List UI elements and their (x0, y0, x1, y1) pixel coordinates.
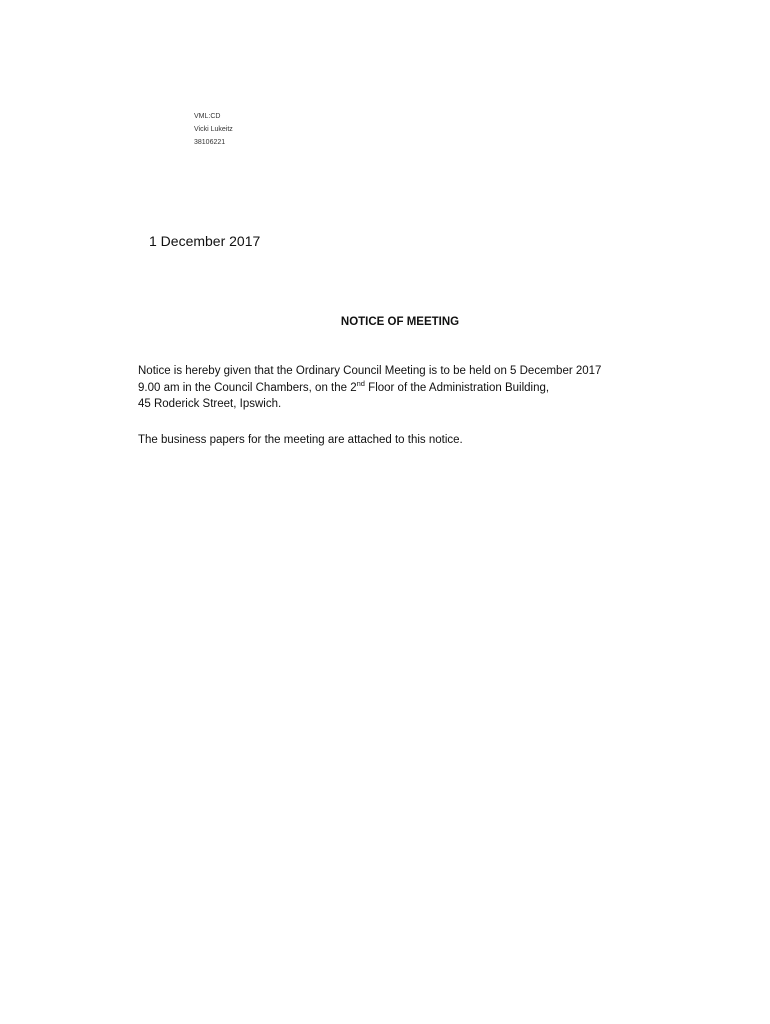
letter-date: 1 December 2017 (149, 233, 261, 249)
reference-phone: 38106221 (194, 139, 226, 146)
reference-code: VML:CD (194, 113, 221, 120)
attachment-paragraph: The business papers for the meeting are attached to this notice. (138, 434, 463, 446)
notice-line-2-end: Floor of the Administration Building, (364, 381, 550, 394)
notice-line-2 (138, 380, 601, 397)
notice-line-2-start: 9.00 am in the Council Chambers, on the 2 (138, 381, 357, 394)
reference-block (194, 110, 233, 149)
notice-line-1: Notice is hereby given that the Ordinary Council Meeting is to be held on 5 December 2017 (138, 365, 602, 377)
ordinal-suffix: nd (356, 378, 365, 388)
notice-paragraph (138, 363, 601, 413)
reference-contact-name: Vicki Lukeitz (194, 126, 233, 133)
document-title: NOTICE OF MEETING (340, 316, 460, 328)
notice-line-3: 45 Roderick Street, Ipswich. (138, 398, 282, 410)
